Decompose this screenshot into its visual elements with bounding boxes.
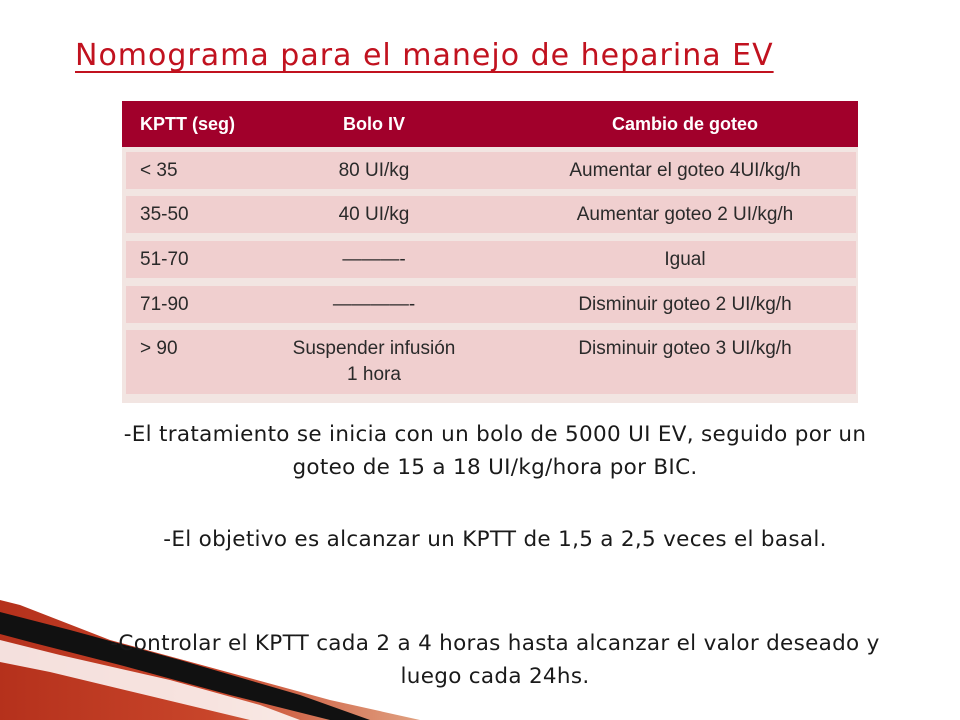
cell-kptt: 35-50 <box>140 203 189 225</box>
paragraph-tratamiento: -El tratamiento se inicia con un bolo de 5000 UI EV, seguido por un goteo de 15 a 18 UI/kg/hora por BIC. <box>123 422 867 480</box>
cell-cambio: Aumentar el goteo 4UI/kg/h <box>569 159 801 181</box>
cell-cambio: Igual <box>664 248 706 270</box>
cell-cambio: Aumentar goteo 2 UI/kg/h <box>576 203 794 225</box>
cell-bolo-text: Suspender infusión 1 hora <box>292 338 456 385</box>
table-row <box>126 241 856 278</box>
table-row <box>126 152 856 189</box>
cell-cambio: Disminuir goteo 2 UI/kg/h <box>578 293 792 315</box>
cell-bolo <box>264 330 484 394</box>
cell-bolo: 80 UI/kg <box>338 159 410 181</box>
paragraph-objetivo: -El objetivo es alcanzar un KPTT de 1,5 a 2,5 veces el basal. <box>163 527 827 552</box>
table-row <box>126 330 856 394</box>
header-cambio: Cambio de goteo <box>611 113 758 134</box>
cell-kptt: 51-70 <box>140 248 189 270</box>
header-bolo: Bolo IV <box>343 113 405 134</box>
table-row <box>126 196 856 233</box>
cell-bolo: 40 UI/kg <box>338 203 410 225</box>
cell-cambio: Disminuir goteo 3 UI/kg/h <box>578 338 792 359</box>
cell-kptt: < 35 <box>140 159 178 181</box>
cell-bolo: ———- <box>342 248 406 270</box>
cell-kptt: > 90 <box>140 338 178 359</box>
table-header <box>122 101 858 147</box>
cell-kptt: 71-90 <box>140 293 189 315</box>
page-title: Nomograma para el manejo de heparina EV <box>75 38 774 73</box>
cell-bolo: ————- <box>332 293 416 315</box>
header-kptt: KPTT (seg) <box>140 113 236 134</box>
paragraph-controlar: -Controlar el KPTT cada 2 a 4 horas hasta alcanzar el valor deseado y luego cada 24hs. <box>110 631 880 689</box>
heparin-nomogram-table <box>122 101 858 403</box>
table-row <box>126 286 856 323</box>
